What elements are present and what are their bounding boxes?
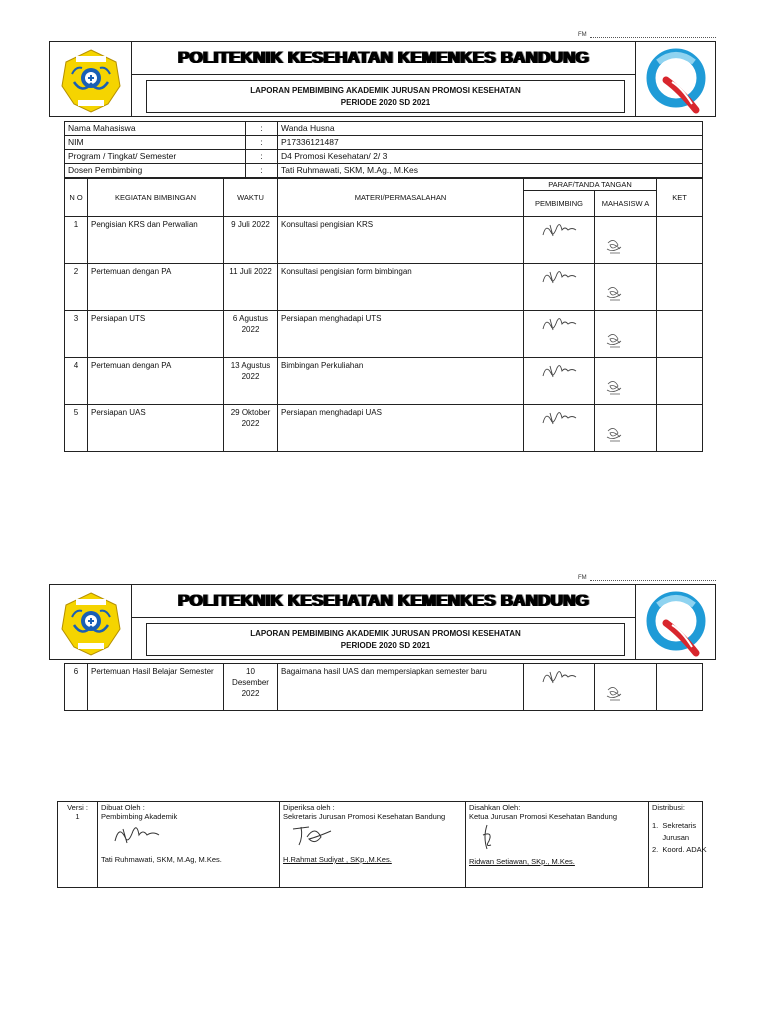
col-header-paraf: PARAF/TANDA TANGAN (524, 179, 657, 191)
table-row (65, 217, 703, 264)
table-row (65, 264, 703, 311)
report-subtitle-box (146, 80, 625, 113)
info-value: Wanda Husna (278, 122, 703, 136)
advisor-signature-icon (539, 313, 579, 335)
info-label: Dosen Pembimbing (65, 164, 246, 178)
row-date: 29 Oktober 2022 (224, 405, 278, 452)
approved-by-label: Disahkan Oleh: (469, 803, 521, 812)
version-cell (58, 802, 98, 887)
fm-label-page2: FM (578, 575, 587, 581)
info-label: Program / Tingkat/ Semester (65, 150, 246, 164)
row-topic: Konsultasi pengisian form bimbingan (278, 264, 524, 311)
institution-title: POLITEKNIK KESEHATAN KEMENKES BANDUNG (177, 591, 589, 610)
report-period: PERIODE 2020 SD 2021 (340, 97, 431, 107)
row-activity: Pertemuan Hasil Belajar Semester (88, 664, 224, 711)
info-separator: : (246, 150, 278, 164)
advisor-signature-icon (539, 266, 579, 288)
row-number: 1 (65, 217, 88, 264)
table-row (65, 358, 703, 405)
approved-by-cell (466, 802, 649, 887)
report-period: PERIODE 2020 SD 2021 (340, 640, 431, 650)
head-signature-icon (473, 821, 513, 855)
col-header-pembimbing: PEMBIMBING (524, 191, 595, 217)
row-activity: Persiapan UTS (88, 311, 224, 358)
institution-logo (50, 585, 132, 659)
row-topic: Konsultasi pengisian KRS (278, 217, 524, 264)
row-topic: Persiapan menghadapi UAS (278, 405, 524, 452)
row-topic: Persiapan menghadapi UTS (278, 311, 524, 358)
table-row (65, 664, 703, 711)
student-signature-icon (604, 378, 626, 398)
quality-logo (635, 42, 715, 116)
student-signature-icon (604, 284, 626, 304)
row-date: 13 Agustus 2022 (224, 358, 278, 405)
info-label: Nama Mahasiswa (65, 122, 246, 136)
student-signature-icon (604, 425, 626, 445)
student-info-table (64, 121, 703, 178)
row-number: 6 (65, 664, 88, 711)
secretary-signature-icon (287, 821, 347, 849)
info-value: P17336121487 (278, 136, 703, 150)
row-student-signature (595, 358, 657, 405)
info-separator: : (246, 164, 278, 178)
row-note (657, 358, 703, 405)
guidance-activity-table (64, 178, 703, 452)
row-student-signature (595, 311, 657, 358)
reviewed-by-role: Sekretaris Jurusan Promosi Kesehatan Bandung (283, 812, 446, 821)
prepared-by-name: Tati Ruhmawati, SKM, M.Ag, M.Kes. (101, 855, 222, 864)
info-row (65, 150, 703, 164)
advisor-signature-icon (109, 821, 179, 847)
row-date: 11 Juli 2022 (224, 264, 278, 311)
distribution-label: Distribusi: (652, 803, 685, 812)
reviewed-by-name: H.Rahmat Sudiyat , SKp.,M.Kes. (283, 855, 392, 864)
version-value: 1 (75, 812, 80, 821)
guidance-activity-table-page2 (64, 663, 703, 711)
fm-label: FM (578, 32, 587, 38)
col-header-materi: MATERI/PERMASALAHAN (278, 179, 524, 217)
poltekkes-emblem-icon (50, 585, 132, 661)
info-value: D4 Promosi Kesehatan/ 2/ 3 (278, 150, 703, 164)
advisor-signature-icon (539, 219, 579, 241)
row-student-signature (595, 217, 657, 264)
row-student-signature (595, 405, 657, 452)
row-number: 3 (65, 311, 88, 358)
institution-logo (50, 42, 132, 116)
row-advisor-signature (524, 264, 595, 311)
distribution-cell (649, 802, 707, 887)
row-number: 5 (65, 405, 88, 452)
col-header-no: N O (65, 179, 88, 217)
row-date: 9 Juli 2022 (224, 217, 278, 264)
distribution-item: 2. Koord. ADAK (652, 845, 707, 854)
row-advisor-signature (524, 358, 595, 405)
info-separator: : (246, 136, 278, 150)
info-separator: : (246, 122, 278, 136)
row-student-signature (595, 664, 657, 711)
reviewed-by-label: Diperiksa oleh : (283, 803, 335, 812)
report-subtitle: LAPORAN PEMBIMBING AKADEMIK JURUSAN PROMOSI KESEHATAN (250, 85, 521, 95)
poltekkes-emblem-icon (50, 42, 132, 118)
info-label: NIM (65, 136, 246, 150)
distribution-item: 1. Sekretaris (652, 821, 697, 830)
document-header-page2 (49, 584, 716, 660)
row-note (657, 405, 703, 452)
row-number: 2 (65, 264, 88, 311)
version-label: Versi : (67, 803, 88, 812)
row-note (657, 664, 703, 711)
student-signature-icon (604, 237, 626, 257)
row-date: 10 Desember 2022 (224, 664, 278, 711)
row-note (657, 217, 703, 264)
row-advisor-signature (524, 405, 595, 452)
row-number: 4 (65, 358, 88, 405)
fm-dotted-line-page2 (590, 580, 716, 581)
col-header-mahasiswa: MAHASISW A (595, 191, 657, 217)
row-activity: Pertemuan dengan PA (88, 264, 224, 311)
info-row (65, 122, 703, 136)
advisor-signature-icon (539, 407, 579, 429)
row-note (657, 311, 703, 358)
institution-title: POLITEKNIK KESEHATAN KEMENKES BANDUNG (177, 48, 589, 67)
distribution-item: Jurusan (652, 833, 690, 842)
row-date: 6 Agustus 2022 (224, 311, 278, 358)
info-value: Tati Ruhmawati, SKM, M.Ag., M.Kes (278, 164, 703, 178)
row-topic: Bimbingan Perkuliahan (278, 358, 524, 405)
approved-by-name: Ridwan Setiawan, SKp., M.Kes. (469, 857, 575, 866)
row-advisor-signature (524, 311, 595, 358)
advisor-signature-icon (539, 666, 579, 688)
row-student-signature (595, 264, 657, 311)
prepared-by-cell (98, 802, 280, 887)
fm-dotted-line (590, 37, 716, 38)
col-header-kegiatan: KEGIATAN BIMBINGAN (88, 179, 224, 217)
student-signature-icon (604, 684, 626, 704)
student-signature-icon (604, 331, 626, 351)
col-header-ket: KET (657, 179, 703, 217)
document-header (49, 41, 716, 117)
row-activity: Pengisian KRS dan Perwalian (88, 217, 224, 264)
row-note (657, 264, 703, 311)
row-topic: Bagaimana hasil UAS dan mempersiapkan semester baru (278, 664, 524, 711)
quality-logo (635, 585, 715, 659)
col-header-waktu: WAKTU (224, 179, 278, 217)
swirl-logo-icon (636, 42, 716, 118)
prepared-by-label: Dibuat Oleh : (101, 803, 145, 812)
row-advisor-signature (524, 664, 595, 711)
row-advisor-signature (524, 217, 595, 264)
table-row (65, 405, 703, 452)
report-subtitle: LAPORAN PEMBIMBING AKADEMIK JURUSAN PROMOSI KESEHATAN (250, 628, 521, 638)
swirl-logo-icon (636, 585, 716, 661)
approval-footer (57, 801, 707, 888)
approved-by-role: Ketua Jurusan Promosi Kesehatan Bandung (469, 812, 618, 821)
reviewed-by-cell (280, 802, 466, 887)
prepared-by-role: Pembimbing Akademik (101, 812, 178, 821)
report-subtitle-box (146, 623, 625, 656)
row-activity: Pertemuan dengan PA (88, 358, 224, 405)
info-row (65, 164, 703, 178)
row-activity: Persiapan UAS (88, 405, 224, 452)
info-row (65, 136, 703, 150)
advisor-signature-icon (539, 360, 579, 382)
table-row (65, 311, 703, 358)
